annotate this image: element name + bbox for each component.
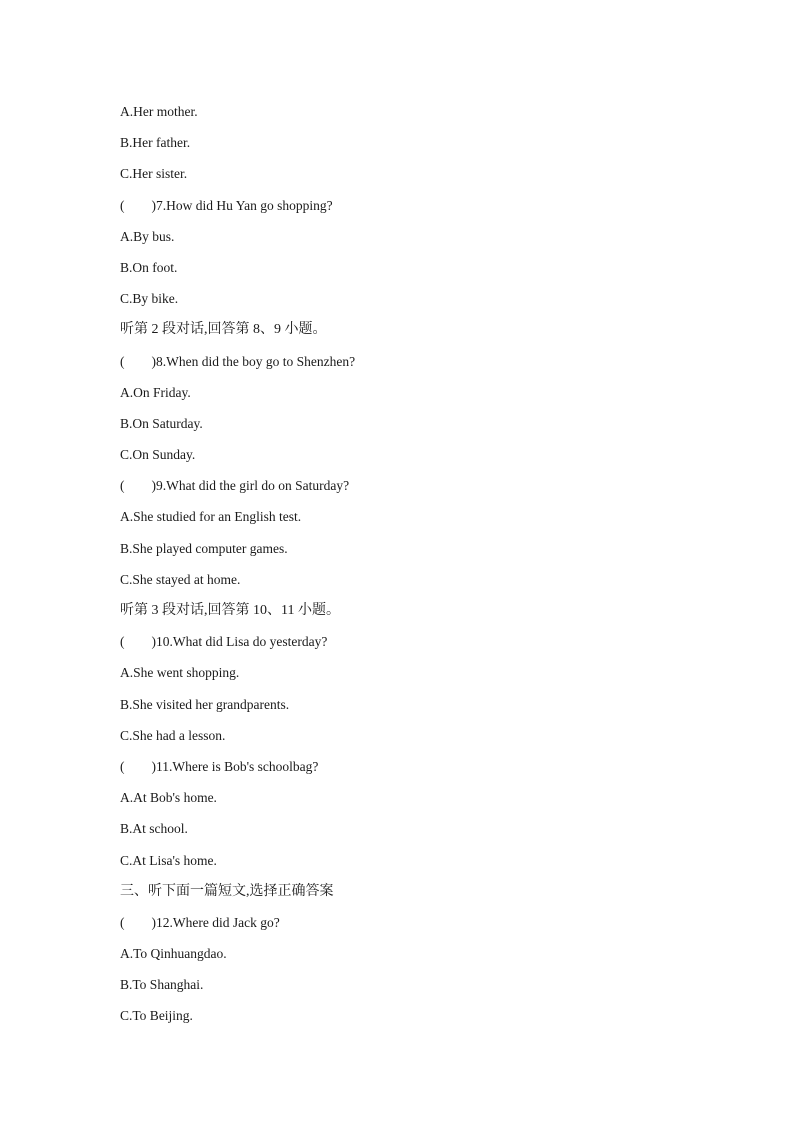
question-line: ( )9.What did the girl do on Saturday? bbox=[120, 478, 350, 494]
option-line: A.At Bob's home. bbox=[120, 790, 217, 806]
option-line: C.By bike. bbox=[120, 291, 179, 307]
section-heading: 听第 2 段对话,回答第 8、9 小题。 bbox=[120, 322, 327, 338]
option-line: C.She stayed at home. bbox=[120, 571, 241, 587]
option-line: C.To Beijing. bbox=[120, 1008, 193, 1024]
option-line: B.She visited her grandparents. bbox=[120, 696, 290, 712]
option-line: C.She had a lesson. bbox=[120, 727, 226, 743]
section-heading: 听第 3 段对话,回答第 10、11 小题。 bbox=[120, 603, 340, 618]
option-line: C.At Lisa's home. bbox=[120, 852, 217, 868]
option-line: B.At school. bbox=[120, 821, 188, 837]
document-content bbox=[120, 103, 740, 1039]
option-line: C.Her sister. bbox=[120, 166, 188, 182]
question-line: ( )7.How did Hu Yan go shopping? bbox=[120, 197, 333, 213]
section-heading: 三、听下面一篇短文,选择正确答案 bbox=[120, 883, 334, 899]
question-line: ( )11.Where is Bob's schoolbag? bbox=[120, 758, 319, 774]
option-line: C.On Sunday. bbox=[120, 447, 196, 463]
question-line: ( )12.Where did Jack go? bbox=[120, 914, 280, 930]
option-line: A.Her mother. bbox=[120, 104, 198, 119]
question-line: ( )10.What did Lisa do yesterday? bbox=[120, 634, 328, 650]
option-line: A.By bus. bbox=[120, 228, 175, 244]
option-line: B.Her father. bbox=[120, 135, 191, 151]
option-line: B.On foot. bbox=[120, 259, 178, 275]
option-line: A.She studied for an English test. bbox=[120, 509, 302, 525]
option-line: B.On Saturday. bbox=[120, 415, 203, 431]
option-line: A.To Qinhuangdao. bbox=[120, 946, 227, 962]
question-line: ( )8.When did the boy go to Shenzhen? bbox=[120, 353, 356, 369]
option-line: B.To Shanghai. bbox=[120, 977, 204, 993]
option-line: A.She went shopping. bbox=[120, 665, 240, 681]
option-line: B.She played computer games. bbox=[120, 540, 288, 556]
option-line: A.On Friday. bbox=[120, 384, 191, 400]
